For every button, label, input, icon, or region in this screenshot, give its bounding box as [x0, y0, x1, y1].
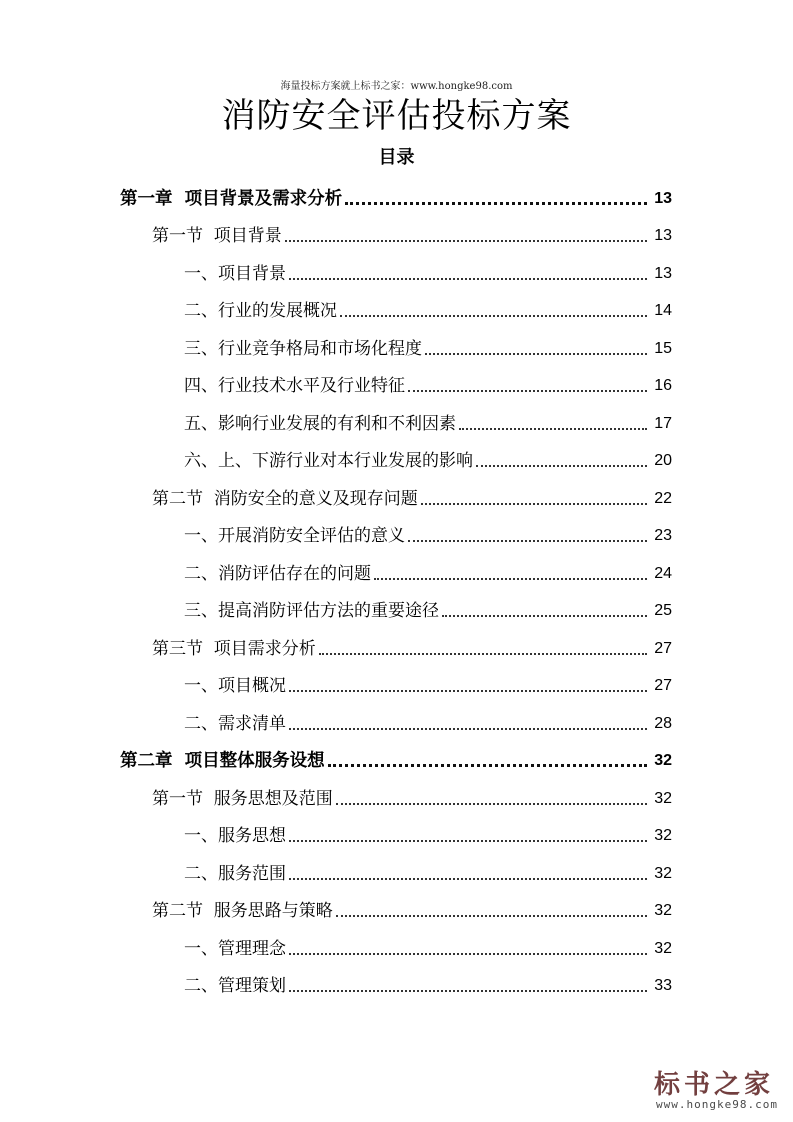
- toc-page-number: 20: [654, 452, 672, 469]
- toc-entry-item[interactable]: [120, 364, 672, 402]
- toc-dot-leader: [319, 653, 647, 655]
- toc-dot-leader: [285, 240, 647, 242]
- toc-entry-label: 一、项目概况: [184, 676, 286, 696]
- toc-entry-item[interactable]: [120, 964, 672, 1002]
- toc-entry-item[interactable]: [120, 289, 672, 327]
- toc-dot-leader: [289, 878, 647, 880]
- toc-dot-leader: [289, 278, 647, 280]
- toc-dot-leader: [328, 764, 647, 767]
- toc-entry-label: 二、管理策划: [184, 976, 286, 996]
- toc-entry-label: 二、行业的发展概况: [184, 301, 337, 321]
- toc-entry-label: 五、影响行业发展的有利和不利因素: [184, 413, 456, 434]
- toc-page-number: 24: [654, 564, 672, 582]
- toc-entry-label: 一、开展消防安全评估的意义: [184, 526, 405, 546]
- toc-entry-section[interactable]: [120, 889, 672, 927]
- toc-entry-label: 二、消防评估存在的问题: [184, 563, 371, 584]
- toc-dot-leader: [289, 953, 647, 955]
- toc-entry-label: 四、行业技术水平及行业特征: [184, 376, 405, 396]
- toc-entry-chapter[interactable]: [120, 739, 672, 777]
- watermark-logo: [634, 1064, 784, 1114]
- toc-dot-leader: [289, 690, 647, 692]
- toc-dot-leader: [408, 390, 647, 392]
- toc-entry-item[interactable]: [120, 701, 672, 739]
- toc-page-number: 27: [654, 677, 672, 694]
- toc-entry-label: 三、行业竞争格局和市场化程度: [184, 338, 422, 359]
- toc-entry-label: 第一章 项目背景及需求分析: [120, 188, 343, 209]
- toc-page-number: 17: [654, 414, 672, 432]
- toc-dot-leader: [336, 803, 647, 805]
- toc-entry-label: 六、上、下游行业对本行业发展的影响: [184, 451, 473, 471]
- toc-entry-label: 第一节 项目背景: [152, 226, 282, 246]
- toc-page-number: 13: [654, 227, 672, 244]
- toc-entry-item[interactable]: [120, 401, 672, 439]
- toc-dot-leader: [374, 578, 647, 580]
- toc-page-number: 32: [654, 789, 672, 807]
- toc-entry-item[interactable]: [120, 664, 672, 702]
- toc-dot-leader: [336, 915, 647, 917]
- toc-heading: 目录: [378, 147, 415, 168]
- toc-entry-item[interactable]: [120, 439, 672, 477]
- toc-dot-leader: [476, 465, 647, 467]
- toc-entry-section[interactable]: [120, 626, 672, 664]
- toc-dot-leader: [408, 540, 647, 542]
- toc-dot-leader: [442, 615, 647, 617]
- watermark-logo-text: 标书之家: [653, 1070, 774, 1100]
- toc-entry-item[interactable]: [120, 514, 672, 552]
- toc-entry-item[interactable]: [120, 326, 672, 364]
- toc-entry-label: 三、提高消防评估方法的重要途径: [184, 601, 439, 621]
- toc-entry-item[interactable]: [120, 926, 672, 964]
- toc-entry-item[interactable]: [120, 589, 672, 627]
- toc-page-number: 16: [654, 377, 672, 394]
- toc-entry-section[interactable]: [120, 476, 672, 514]
- toc-entry-label: 第二节 消防安全的意义及现存问题: [152, 488, 418, 509]
- toc-page-number: 22: [654, 489, 672, 507]
- watermark-url: www.hongke98.com: [656, 1098, 778, 1111]
- toc-entry-label: 一、服务思想: [184, 826, 286, 846]
- toc-entry-item[interactable]: [120, 551, 672, 589]
- toc-dot-leader: [345, 202, 647, 205]
- toc-page-number: 25: [654, 602, 672, 619]
- toc-entry-section[interactable]: [120, 214, 672, 252]
- toc-dot-leader: [289, 728, 647, 730]
- toc-page-number: 13: [654, 189, 672, 207]
- toc-page-number: 23: [654, 527, 672, 544]
- toc-entry-label: 第二章 项目整体服务设想: [120, 751, 325, 771]
- toc-dot-leader: [289, 840, 647, 842]
- toc-page-number: 32: [654, 827, 672, 844]
- toc-dot-leader: [289, 990, 647, 992]
- toc-entry-label: 一、管理理念: [184, 938, 286, 959]
- toc-entry-chapter[interactable]: [120, 176, 672, 214]
- toc-page-number: 32: [654, 864, 672, 882]
- toc-entry-item[interactable]: [120, 814, 672, 852]
- toc-dot-leader: [421, 503, 647, 505]
- header-note: 海量投标方案就上标书之家：www.hongke98.com: [280, 81, 513, 92]
- toc-page-number: 32: [654, 752, 672, 769]
- toc-entry-label: 二、需求清单: [184, 713, 286, 734]
- toc-page-number: 14: [654, 302, 672, 319]
- toc-page-number: 13: [654, 264, 672, 282]
- toc-page-number: 28: [654, 714, 672, 732]
- toc-entry-label: 第三节 项目需求分析: [152, 638, 316, 659]
- toc-page-number: 27: [654, 639, 672, 657]
- toc-page-number: 32: [654, 902, 672, 919]
- table-of-contents: [120, 176, 672, 1001]
- toc-entry-section[interactable]: [120, 776, 672, 814]
- toc-page-number: 15: [654, 339, 672, 357]
- toc-entry-label: 第二节 服务思路与策略: [152, 901, 333, 921]
- toc-dot-leader: [425, 353, 647, 355]
- toc-entry-item[interactable]: [120, 251, 672, 289]
- toc-entry-label: 一、项目背景: [184, 263, 286, 284]
- toc-page-number: 33: [654, 977, 672, 994]
- toc-dot-leader: [459, 428, 647, 430]
- toc-dot-leader: [340, 315, 647, 317]
- document-title: 消防安全评估投标方案: [221, 96, 572, 136]
- toc-page-number: 32: [654, 939, 672, 957]
- toc-entry-item[interactable]: [120, 851, 672, 889]
- toc-entry-label: 第一节 服务思想及范围: [152, 788, 333, 809]
- toc-entry-label: 二、服务范围: [184, 863, 286, 884]
